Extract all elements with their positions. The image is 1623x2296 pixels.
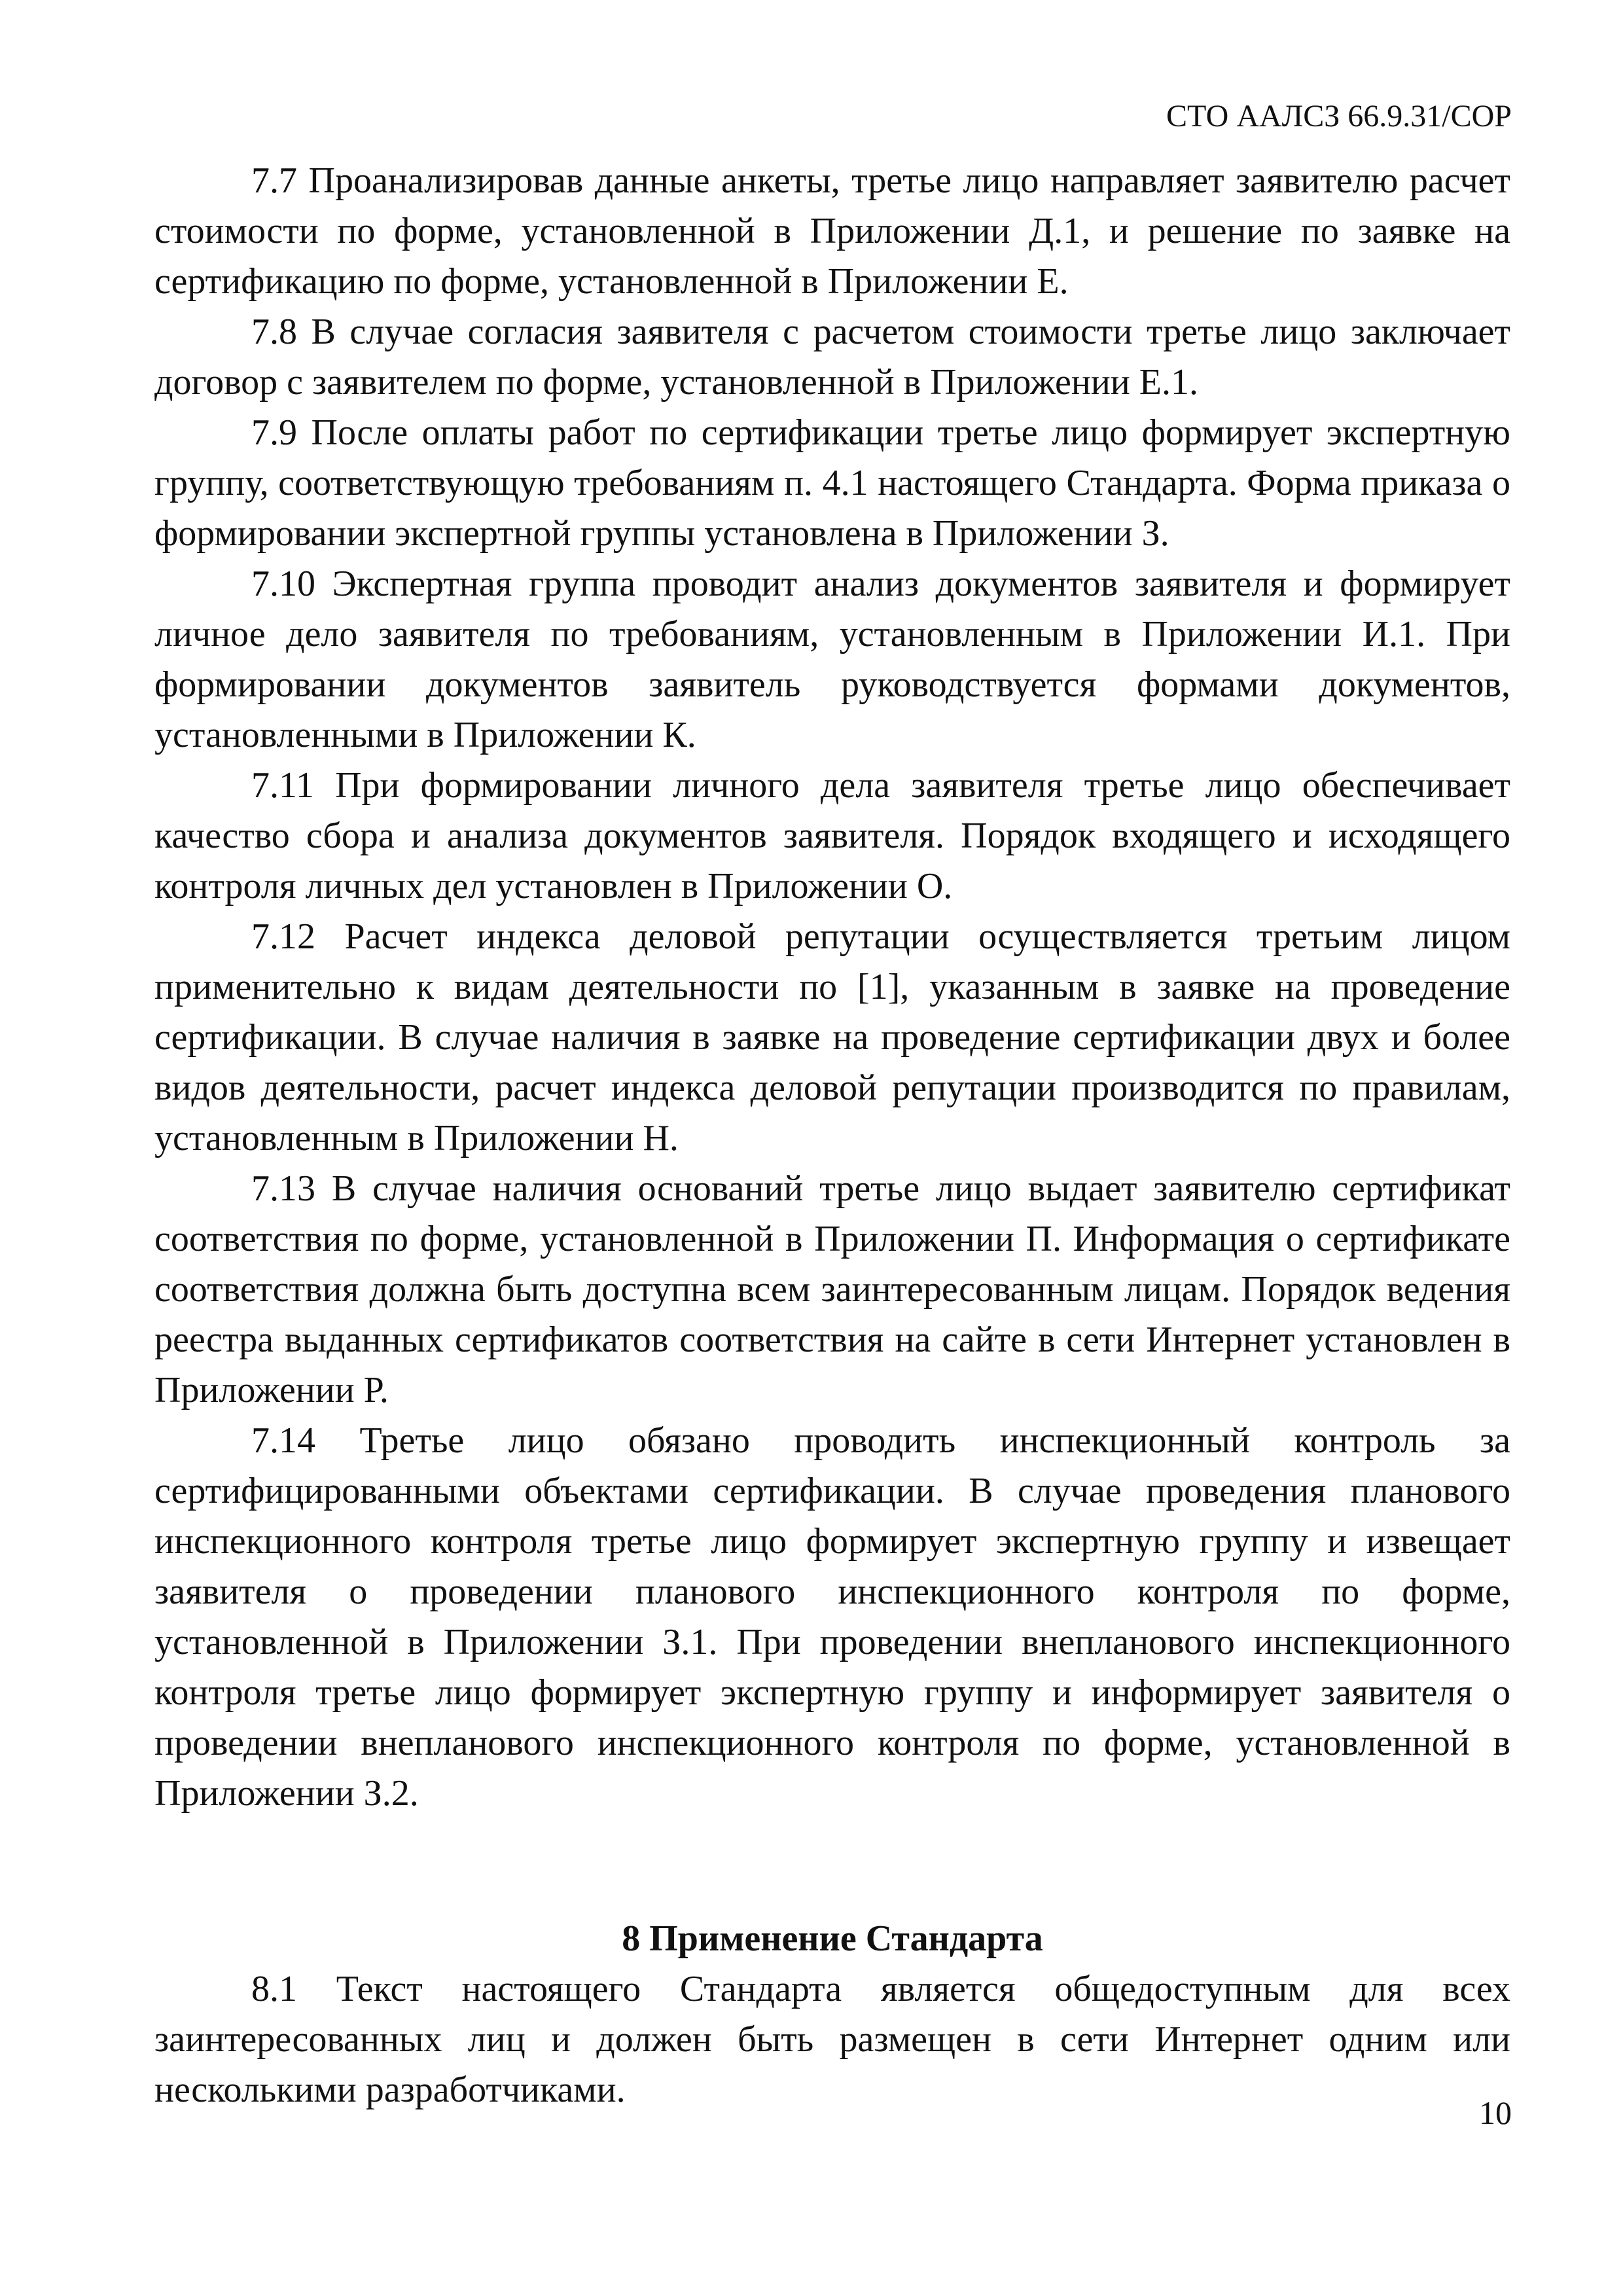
paragraph-7-7: 7.7 Проанализировав данные анкеты, третье лицо направляет заявителю расчет стоимости по форме, установленной в Приложении Д.1, и решение по заявке на сертификацию по форме, установленной в Приложении Е.	[154, 160, 1510, 302]
paragraph-7-12: 7.12 Расчет индекса деловой репутации осуществляется третьим лицом применительно к видам деятельности по [1], указанным в заявке на проведение сертификации. В случае наличия в заявке на проведение сертификации двух и более видов деятельности, расчет индекса деловой репутации производится по правилам, установленным в Приложении Н.	[154, 916, 1510, 1158]
document-code: СТО ААЛСЗ 66.9.31/СОР	[1166, 99, 1512, 134]
paragraph-7-11: 7.11 При формировании личного дела заявителя третье лицо обеспечивает качество сбора и анализа документов заявителя. Порядок входящего и исходящего контроля личных дел установлен в Приложении О.	[154, 765, 1510, 906]
section-8-heading: 8 Применение Стандарта	[622, 1918, 1043, 1959]
page-content	[154, 156, 1510, 2115]
paragraph-7-14: 7.14 Третье лицо обязано проводить инспекционный контроль за сертифицированными объектами сертификации. В случае проведения планового инспекционного контроля третье лицо формирует экспертную группу и извещает заявителя о проведении планового инспекционного контроля по форме, установленной в Приложении З.1. При проведении внепланового инспекционного контроля третье лицо формирует экспертную группу и информирует заявителя о проведении внепланового инспекционного контроля по форме, установленной в Приложении З.2.	[154, 1420, 1510, 1814]
paragraph-7-8: 7.8 В случае согласия заявителя с расчетом стоимости третье лицо заключает договор с заявителем по форме, установленной в Приложении Е.1.	[154, 312, 1510, 403]
paragraph-7-10: 7.10 Экспертная группа проводит анализ документов заявителя и формирует личное дело заявителя по требованиям, установленным в Приложении И.1. При формировании документов заявитель руководствуется формами документов, установленными в Приложении К.	[154, 564, 1510, 755]
paragraph-7-13: 7.13 В случае наличия оснований третье лицо выдает заявителю сертификат соответствия по форме, установленной в Приложении П. Информация о сертификате соответствия должна быть доступна всем заинтересованным лицам. Порядок ведения реестра выданных сертификатов соответствия на сайте в сети Интернет установлен в Приложении Р.	[154, 1168, 1510, 1410]
paragraph-7-9: 7.9 После оплаты работ по сертификации третье лицо формирует экспертную группу, соответствующую требованиям п. 4.1 настоящего Стандарта. Форма приказа о формировании экспертной группы установлена в Приложении З.	[154, 412, 1510, 554]
paragraph-8-1: 8.1 Текст настоящего Стандарта является общедоступным для всех заинтересованных лиц и должен быть размещен в сети Интернет одним или несколькими разработчиками.	[154, 1969, 1510, 2110]
page-number: 10	[1479, 2094, 1512, 2131]
